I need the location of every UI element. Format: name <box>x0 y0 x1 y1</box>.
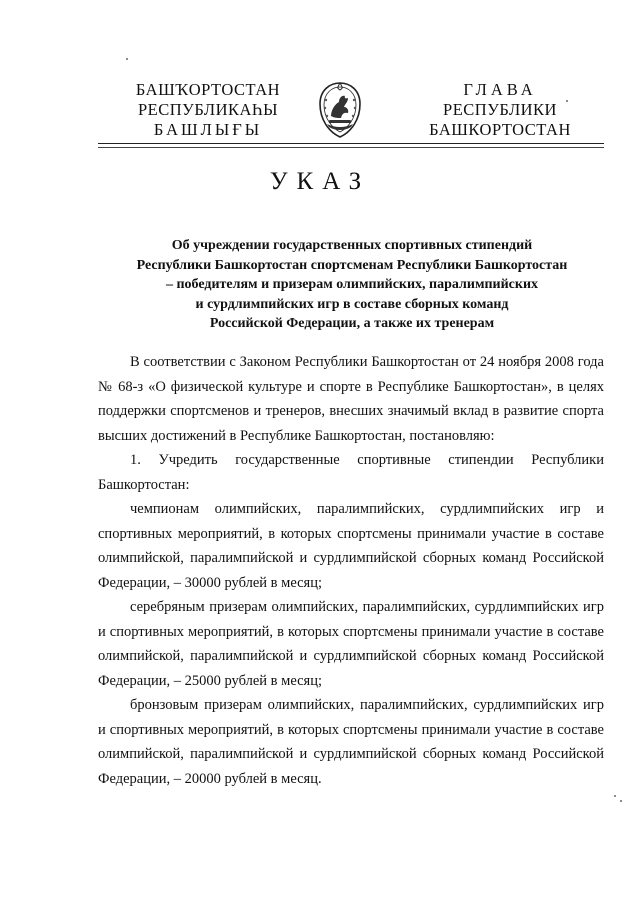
header-left-bashkir <box>128 80 288 140</box>
document-type: УКАЗ <box>269 168 371 195</box>
title-line: Об учреждении государственных спортивных стипендий <box>171 238 533 253</box>
header-right-line: БАШКОРТОСТАН <box>429 120 571 139</box>
header-right-line: РЕСПУБЛИКИ <box>443 100 557 119</box>
header-left-line: БАШҠОРТОСТАН <box>135 80 281 99</box>
coat-of-arms-icon <box>317 80 363 140</box>
header-right-russian <box>420 80 580 140</box>
title-line: Российской Федерации, а также их тренерам <box>209 316 495 331</box>
title-line: и сурдлимпийских игр в составе сборных команд <box>195 296 509 312</box>
preamble-paragraph: В соответствии с Законом Республики Башкортостан от 24 ноября 2008 года № 68-з «О физической культуре и спорте в Республике Башкортостан», в целях поддержки спортсменов и тренеров, внесших значимый вклад в развитие спорта высших достижений в Республике Башкортостан, постановляю: <box>98 354 604 444</box>
clause-1-paragraph: 1. Учредить государственные спортивные стипендии Республики Башкортостан: <box>98 452 604 493</box>
silver-stipend-paragraph: серебряным призерам олимпийских, паралимпийских, сурдлимпийских игр и спортивных мероприятий, в которых спортсмены принимали участие в составе олимпийской, паралимпийской и сурдлимпийской сборных команд Российской Федерации, – 25000 рублей в месяц; <box>98 599 604 689</box>
scan-speck <box>126 58 128 60</box>
scan-speck <box>620 800 622 802</box>
scan-speck <box>566 100 568 102</box>
header-divider-thin <box>98 147 604 148</box>
bronze-stipend-paragraph: бронзовым призерам олимпийских, паралимпийских, сурдлимпийских игр и спортивных мероприятий, в которых спортсмены принимали участие в составе олимпийской, паралимпийской и сурдлимпийской сборных команд Российской Федерации, – 20000 рублей в месяц. <box>98 697 604 787</box>
decree-body <box>98 350 604 791</box>
header-divider <box>98 143 604 144</box>
header-left-line: РЕСПУБЛИКАҺЫ <box>137 100 279 119</box>
header-left-line: БАШЛЫҒЫ <box>153 120 263 139</box>
title-line: Республики Башкортостан спортсменам Республики Башкортостан <box>136 257 568 273</box>
gold-stipend-paragraph: чемпионам олимпийских, паралимпийских, сурдлимпийских игр и спортивных мероприятий, в которых спортсмены принимали участие в составе олимпийской, паралимпийской и сурдлимпийской сборных команд Российской Федерации, – 30000 рублей в месяц; <box>98 501 604 591</box>
scan-speck <box>614 795 616 797</box>
header-right-line: ГЛАВА <box>463 80 537 99</box>
title-line: – победителям и призерам олимпийских, паралимпийских <box>165 277 539 292</box>
decree-title <box>100 236 604 334</box>
